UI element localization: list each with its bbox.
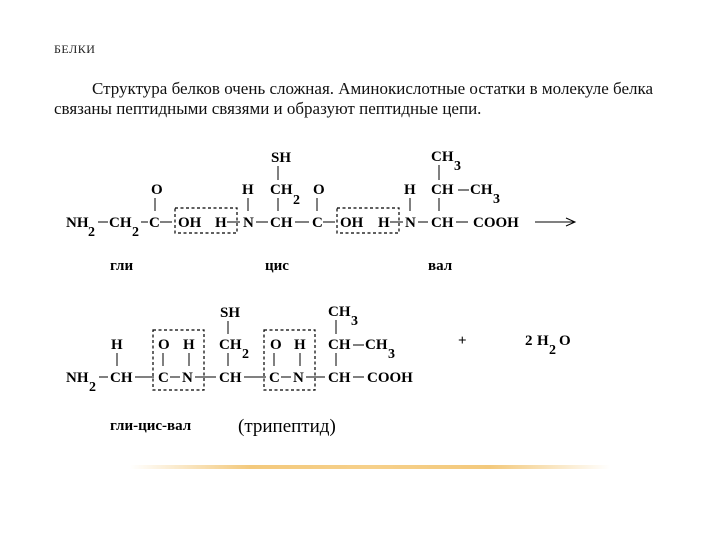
- cooh-val: COOH: [473, 215, 519, 231]
- ch3-product-side: CH: [365, 337, 388, 353]
- ch-product-val: CH: [328, 370, 351, 386]
- svg-text:2: 2: [132, 225, 139, 240]
- nh2-product: NH: [66, 370, 89, 386]
- ch2-glycine: CH: [109, 215, 132, 231]
- carbonyl-c-gly: C: [149, 215, 160, 231]
- label-gly: гли: [110, 258, 134, 274]
- ch2-cys: CH: [270, 182, 293, 198]
- c-peptide-2: C: [269, 370, 280, 386]
- svg-text:3: 3: [388, 347, 395, 362]
- n-cys: N: [243, 215, 254, 231]
- svg-text:2: 2: [549, 343, 556, 358]
- ch3-val-top: CH: [431, 149, 454, 165]
- ch2-product-cys: CH: [219, 337, 242, 353]
- h-n-cys: H: [242, 182, 254, 198]
- sh-cys: SH: [271, 150, 292, 166]
- ch3-product-top: CH: [328, 304, 351, 320]
- h-product-n2: H: [294, 337, 306, 353]
- svg-text:2: 2: [88, 225, 95, 240]
- ch-cys: CH: [270, 215, 293, 231]
- nh2-group: NH: [66, 215, 89, 231]
- o-product-2: O: [270, 337, 282, 353]
- h-n-val: H: [404, 182, 416, 198]
- oh-gly: OH: [178, 215, 202, 231]
- carbonyl-c-cys: C: [312, 215, 323, 231]
- cooh-product: COOH: [367, 370, 413, 386]
- slide-paragraph: Структура белков очень сложная. Аминокислотные остатки в молекуле белка связаны пептидными связями и образуют пептидные цепи.: [54, 79, 654, 118]
- slide-heading: БЕЛКИ: [54, 42, 96, 56]
- svg-text:2: 2: [242, 347, 249, 362]
- product-label: гли-цис-вал: [110, 418, 192, 434]
- ch-val: CH: [431, 215, 454, 231]
- decorative-rule: [130, 465, 610, 469]
- n-peptide-2: N: [293, 370, 304, 386]
- svg-text:3: 3: [351, 314, 358, 329]
- h-product-n1: H: [183, 337, 195, 353]
- h-product-gly: H: [111, 337, 123, 353]
- svg-text:2: 2: [89, 380, 96, 395]
- h-cys-amine: H: [215, 215, 227, 231]
- water-h: H: [537, 333, 549, 349]
- n-peptide-1: N: [182, 370, 193, 386]
- svg-text:3: 3: [493, 192, 500, 207]
- label-val: вал: [428, 258, 453, 274]
- o-product-1: O: [158, 337, 170, 353]
- c-peptide-1: C: [158, 370, 169, 386]
- ch3-val-side: CH: [470, 182, 493, 198]
- h-val-amine: H: [378, 215, 390, 231]
- water-o: O: [559, 333, 571, 349]
- o-gly: O: [151, 182, 163, 198]
- label-cys: цис: [265, 258, 289, 274]
- water-coefficient: 2: [525, 333, 533, 349]
- sh-product: SH: [220, 305, 241, 321]
- ch-product-cys: CH: [219, 370, 242, 386]
- svg-text:3: 3: [454, 159, 461, 174]
- o-cys: O: [313, 182, 325, 198]
- n-val: N: [405, 215, 416, 231]
- product-note: (трипептид): [238, 416, 336, 437]
- svg-text:2: 2: [293, 193, 300, 208]
- ch-product-gly: CH: [110, 370, 133, 386]
- ch-product-val-side: CH: [328, 337, 351, 353]
- plus-sign: +: [458, 333, 467, 349]
- oh-cys: OH: [340, 215, 364, 231]
- ch-val-side: CH: [431, 182, 454, 198]
